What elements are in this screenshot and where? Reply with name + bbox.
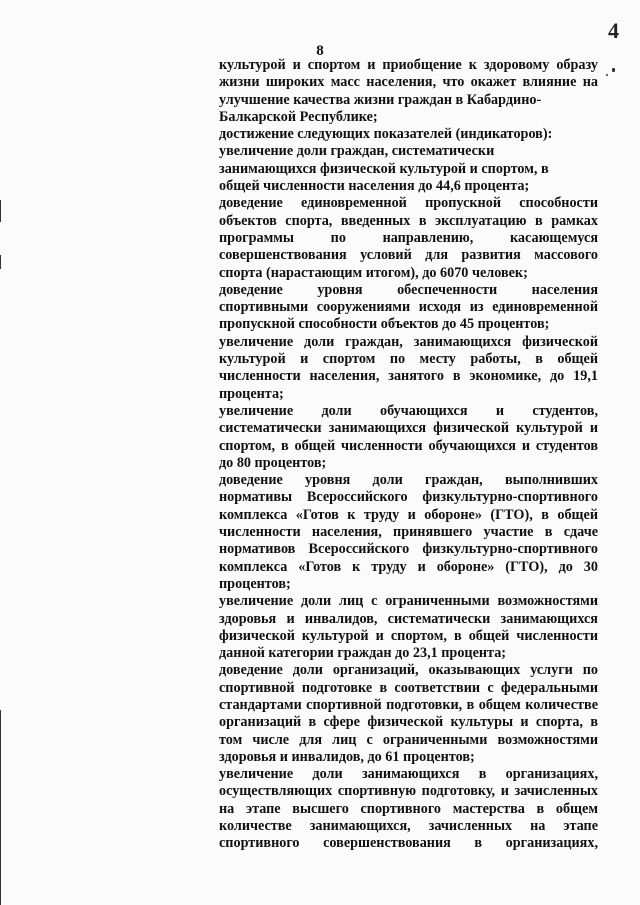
text-line: объектов спорта, введенных в эксплуатацию в рамках <box>219 212 598 229</box>
text-line: программы по направлению, касающемуся <box>219 229 598 246</box>
text-line: том числе для лиц с ограниченными возможностями <box>219 731 598 748</box>
text-line: доведение уровня доли граждан, выполнивших <box>219 472 598 489</box>
text-line: занимающихся физической культурой и спортом, в <box>219 160 549 177</box>
text-line: увеличение доли граждан, занимающихся физической <box>219 333 598 350</box>
text-line: нормативы Всероссийского физкультурно-спортивного <box>219 489 598 506</box>
text-line: общей численности населения до 44,6 процента; <box>219 178 530 195</box>
text-line: улучшение качества жизни граждан в Кабардино- <box>219 91 542 108</box>
text-line: комплекса «Готов к труду и обороне» (ГТО), в общей <box>219 506 598 523</box>
text-line: комплекса «Готов к труду и обороне» (ГТО), до 30 <box>219 558 598 575</box>
text-line: спортивного совершенствования в организациях, <box>219 835 598 852</box>
text-line: доведение уровня обеспеченности населения <box>219 281 598 298</box>
text-line: достижение следующих показателей (индикаторов): <box>219 126 553 143</box>
text-line: здоровья и инвалидов, систематически занимающихся <box>219 610 598 627</box>
corner-ink-mark: 4 <box>608 18 619 43</box>
text-line: спортивными сооружениями исходя из единовременной <box>219 299 598 316</box>
text-line: жизни широких масс населения, что окажет влияние на <box>219 74 598 91</box>
text-line: культурой и спортом по месту работы, в общей <box>219 351 598 368</box>
text-line: организаций в сфере физической культуры и спорта, в <box>219 714 598 731</box>
scan-edge-mark <box>0 710 1 905</box>
text-line: культурой и спортом и приобщение к здоровому образу <box>219 57 598 73</box>
text-line: доведение единовременной пропускной способности <box>219 195 598 212</box>
document-body <box>219 57 598 853</box>
text-line: численности населения, занятого в экономике, до 19,1 <box>219 368 598 385</box>
text-line: данной категории граждан до 23,1 процента; <box>219 645 507 662</box>
text-line: увеличение доли обучающихся и студентов, <box>219 402 598 419</box>
text-line: совершенствования условий для развития массового <box>219 247 598 264</box>
scan-speck <box>612 68 615 72</box>
text-line: спорта (нарастающим итогом), до 6070 человек; <box>219 264 528 281</box>
text-line: стандартами спортивной подготовки, в общем количестве <box>219 696 598 713</box>
text-line: пропускной способности объектов до 45 процентов; <box>219 316 550 333</box>
text-line: доведение доли организаций, оказывающих услуги по <box>219 662 598 679</box>
text-line: систематически занимающихся физической культурой и <box>219 420 598 437</box>
scan-edge-mark <box>0 255 1 269</box>
text-line: численности населения, принявшего участие в сдаче <box>219 524 598 541</box>
page-number: 8 <box>316 43 324 59</box>
text-line: увеличение доли граждан, систематически <box>219 143 495 160</box>
text-line: процентов; <box>219 575 291 592</box>
scan-edge-mark <box>0 200 1 222</box>
text-line: Балкарской Республике; <box>219 108 378 125</box>
text-line: до 80 процентов; <box>219 454 327 471</box>
text-line: физической культурой и спортом, в общей численности <box>219 627 598 644</box>
text-line: увеличение доли занимающихся в организациях, <box>219 766 598 783</box>
text-line: здоровья и инвалидов, до 61 процентов; <box>219 748 475 765</box>
text-line: процента; <box>219 385 284 402</box>
scan-speck <box>606 74 608 76</box>
text-line: нормативов Всероссийского физкультурно-спортивного <box>219 541 598 558</box>
text-line: спортом, в общей численности обучающихся и студентов <box>219 437 598 454</box>
text-line: осуществляющих спортивную подготовку, и зачисленных <box>219 783 598 800</box>
text-line: спортивной подготовке в соответствии с федеральными <box>219 679 598 696</box>
text-line: увеличение доли лиц с ограниченными возможностями <box>219 593 598 610</box>
text-line: количестве занимающихся, зачисленных на этапе <box>219 818 598 835</box>
text-line: на этапе высшего спортивного мастерства в общем <box>219 800 598 817</box>
